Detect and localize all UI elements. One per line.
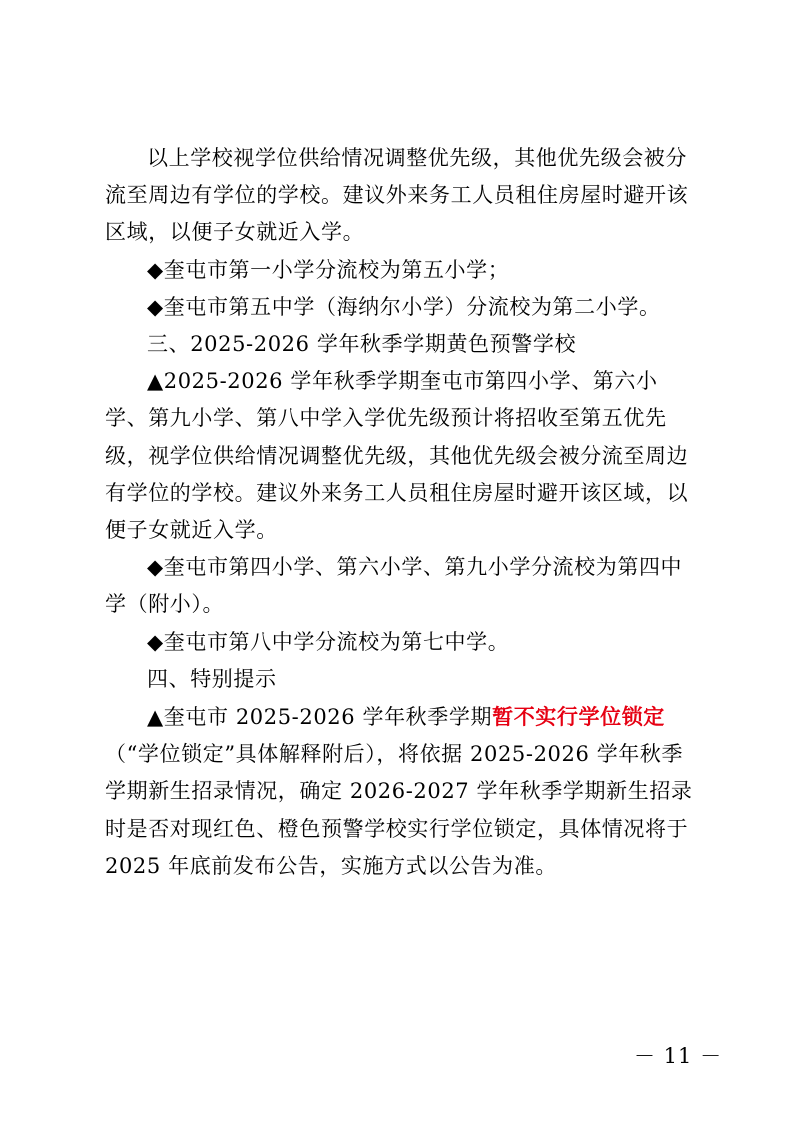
list-item-diversion-1: ◆奎屯市第一小学分流校为第五小学； — [147, 257, 510, 282]
section-heading-special-notice: 四、特别提示 — [147, 666, 277, 691]
notice-highlight: 暂不实行学位锁定 — [492, 704, 665, 730]
document-body — [105, 140, 695, 885]
list-item-diversion-4: ◆奎屯市第八中学分流校为第七中学。 — [147, 629, 510, 654]
notice-text-after: （“学位锁定”具体解释附后），将依据 2025-2026 学年秋季学期新生招录情况，确定 2026-2027 学年秋季学期新生招录时是否对现红色、橙色预警学校实行学位锁定，具体情况将于 2025 年底前发布公告，实施方式以公告为准。 — [105, 742, 693, 878]
page-number: － 11 － — [634, 1044, 723, 1068]
paragraph-intro: 以上学校视学位供给情况调整优先级，其他优先级会被分流至周边有学位的学校。建议外来务工人员租住房屋时避开该区域，以便子女就近入学。 — [105, 146, 689, 245]
notice-text-before: ▲奎屯市 2025-2026 学年秋季学期 — [147, 705, 493, 730]
list-item-diversion-3: ◆奎屯市第四小学、第六小学、第九小学分流校为第四中学（附小）。 — [105, 555, 683, 617]
paragraph-special-notice — [105, 698, 695, 885]
section-heading-yellow-warning: 三、2025-2026 学年秋季学期黄色预警学校 — [147, 332, 577, 357]
list-item-diversion-2: ◆奎屯市第五中学（海纳尔小学）分流校为第二小学。 — [147, 294, 661, 319]
paragraph-yellow-warning: ▲2025-2026 学年秋季学期奎屯市第四小学、第六小学、第九小学、第八中学入学优先级预计将招收至第五优先级，视学位供给情况调整优先级，其他优先级会被分流至周边有学位的学校。建议外来务工人员租住房屋时避开该区域，以便子女就近入学。 — [105, 369, 689, 543]
